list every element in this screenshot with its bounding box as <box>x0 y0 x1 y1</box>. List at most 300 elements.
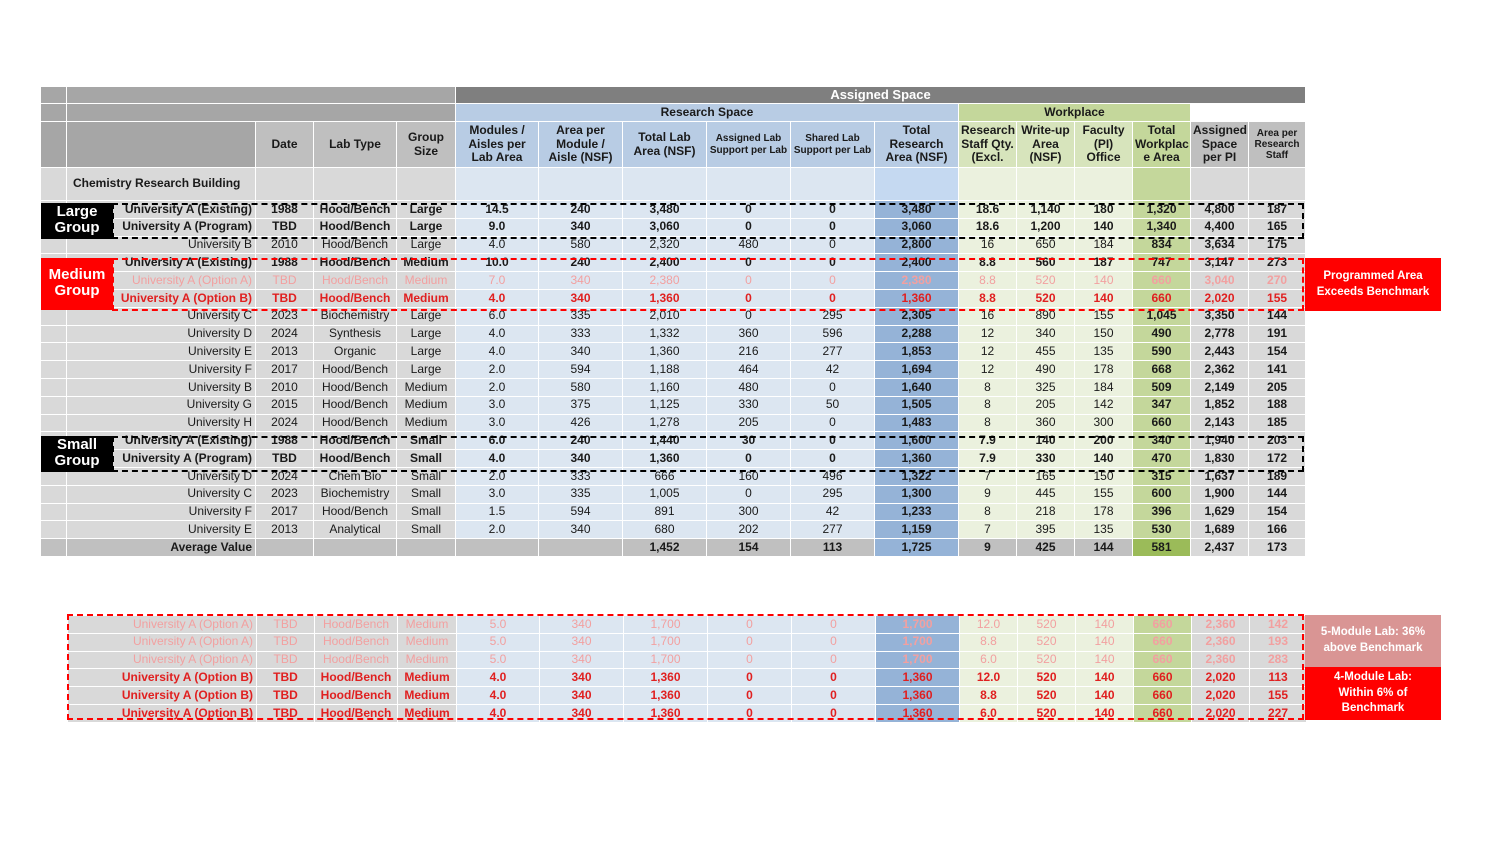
table-cell: 590 <box>1133 343 1191 361</box>
table-cell: Hood/Bench <box>314 236 397 254</box>
table-cell: 154 <box>707 539 791 557</box>
table-cell: 2.0 <box>456 467 539 485</box>
table-cell: 0 <box>708 669 792 687</box>
table-cell: 154 <box>1249 343 1306 361</box>
table-cell: Organic <box>314 343 397 361</box>
table-cell: 3,060 <box>875 218 959 236</box>
table-cell: 1,332 <box>623 325 707 343</box>
table-cell: 2024 <box>256 414 314 432</box>
institution-name: University A (Option B) <box>68 669 257 687</box>
table-row <box>41 432 1306 450</box>
table-cell: 187 <box>1075 254 1133 272</box>
table-cell: 0 <box>708 687 792 705</box>
table-cell: 4.0 <box>456 343 539 361</box>
table-cell: 4.0 <box>457 669 540 687</box>
table-cell: 2,360 <box>1192 633 1250 651</box>
column-header: Group Size <box>397 122 456 168</box>
table-cell: 155 <box>1075 307 1133 325</box>
institution-name: University D <box>67 467 256 485</box>
table-cell: 2,800 <box>875 236 959 254</box>
medium-group-label: Medium Group <box>41 258 113 310</box>
table-cell: 7 <box>959 467 1017 485</box>
table-row <box>41 378 1306 396</box>
table-cell: 6.0 <box>960 651 1018 669</box>
table-cell: 12.0 <box>960 616 1018 634</box>
table-cell: 0 <box>707 254 791 272</box>
table-cell: 8 <box>959 378 1017 396</box>
table-cell: 1,340 <box>1133 218 1191 236</box>
table-cell: 594 <box>539 361 623 379</box>
table-cell: 1,700 <box>624 616 708 634</box>
column-header: Total Research Area (NSF) <box>875 122 959 168</box>
table-cell: 333 <box>539 325 623 343</box>
table-cell: Hood/Bench <box>314 432 397 450</box>
table-cell: 480 <box>707 236 791 254</box>
table-cell: 335 <box>539 485 623 503</box>
table-cell: 7.9 <box>959 432 1017 450</box>
table-cell: 2,288 <box>875 325 959 343</box>
table-cell: 1,900 <box>1191 485 1249 503</box>
table-cell: 5.0 <box>457 651 540 669</box>
table-cell: 5.0 <box>457 633 540 651</box>
table-cell: 12 <box>959 343 1017 361</box>
table-cell: Medium <box>397 289 456 307</box>
table-cell: TBD <box>257 687 315 705</box>
institution-name: Average Value <box>67 539 256 557</box>
table-cell: 1,360 <box>876 669 960 687</box>
table-cell: 1,483 <box>875 414 959 432</box>
table-cell: 1,360 <box>623 343 707 361</box>
table-row <box>68 704 1307 722</box>
table-cell: 340 <box>540 633 624 651</box>
row-stub <box>41 378 67 396</box>
table-cell: Hood/Bench <box>314 378 397 396</box>
table-cell: 1,694 <box>875 361 959 379</box>
table-cell: TBD <box>257 704 315 722</box>
table-cell: 0 <box>791 378 875 396</box>
table-cell: 240 <box>539 432 623 450</box>
table-cell: 668 <box>1133 361 1191 379</box>
table-cell: 155 <box>1250 687 1307 705</box>
table-cell: 140 <box>1075 218 1133 236</box>
table-cell: 335 <box>539 307 623 325</box>
table-cell: 203 <box>1249 432 1306 450</box>
table-cell: 184 <box>1075 236 1133 254</box>
table-cell: 560 <box>1017 254 1075 272</box>
table-cell: 1,159 <box>875 521 959 539</box>
table-cell: 135 <box>1075 343 1133 361</box>
row-stub <box>41 325 67 343</box>
table-cell: Medium <box>397 272 456 290</box>
table-cell: 520 <box>1018 669 1076 687</box>
table-cell: 8 <box>959 414 1017 432</box>
table-cell: 1,940 <box>1191 432 1249 450</box>
table-cell: 140 <box>1075 289 1133 307</box>
table-cell: 16 <box>959 236 1017 254</box>
table-cell: 180 <box>1075 201 1133 219</box>
table-row <box>68 651 1307 669</box>
table-cell: 660 <box>1133 289 1191 307</box>
table-cell: 273 <box>1249 254 1306 272</box>
workplace-header: Workplace <box>959 104 1191 122</box>
table-cell: 1,700 <box>624 651 708 669</box>
table-cell: 9 <box>959 539 1017 557</box>
table-cell: 0 <box>791 289 875 307</box>
table-cell: Hood/Bench <box>315 633 398 651</box>
table-row <box>41 361 1306 379</box>
table-cell: Large <box>397 307 456 325</box>
table-cell: 660 <box>1133 272 1191 290</box>
table-cell: 340 <box>539 450 623 468</box>
table-cell: 520 <box>1018 687 1076 705</box>
table-row <box>41 254 1306 272</box>
table-cell: 12 <box>959 325 1017 343</box>
table-cell: 0 <box>708 633 792 651</box>
table-cell: 834 <box>1133 236 1191 254</box>
table-cell: 0 <box>791 254 875 272</box>
table-cell: 0 <box>707 272 791 290</box>
table-cell: 347 <box>1133 396 1191 414</box>
table-cell: 1,360 <box>624 687 708 705</box>
table-cell: 1,320 <box>1133 201 1191 219</box>
table-cell: TBD <box>256 450 314 468</box>
table-cell: 200 <box>1075 432 1133 450</box>
table-cell: 150 <box>1075 325 1133 343</box>
institution-name: University A (Option B) <box>68 687 257 705</box>
title-filler <box>623 168 707 201</box>
title-filler <box>1191 168 1249 201</box>
table-cell: 1,700 <box>876 651 960 669</box>
title-filler <box>875 168 959 201</box>
table-cell: 340 <box>539 272 623 290</box>
table-cell: 340 <box>539 521 623 539</box>
table-cell: Hood/Bench <box>314 272 397 290</box>
table-cell: 5.0 <box>457 616 540 634</box>
table-cell: 891 <box>623 503 707 521</box>
table-cell: 3.0 <box>456 396 539 414</box>
table-cell: 144 <box>1075 539 1133 557</box>
table-cell: 1,360 <box>623 450 707 468</box>
table-cell: 8 <box>959 396 1017 414</box>
table-cell: 1,360 <box>876 687 960 705</box>
institution-name: University H <box>67 414 256 432</box>
table-cell: 144 <box>1249 485 1306 503</box>
table-cell: 4.0 <box>457 687 540 705</box>
institution-name: University F <box>67 361 256 379</box>
table-cell: 277 <box>791 343 875 361</box>
table-cell: 2,143 <box>1191 414 1249 432</box>
table-cell: Analytical <box>314 521 397 539</box>
table-cell: 1,440 <box>623 432 707 450</box>
table-cell: 1,725 <box>875 539 959 557</box>
table-cell: 2,320 <box>623 236 707 254</box>
table-cell: Hood/Bench <box>314 361 397 379</box>
table-cell: Small <box>397 503 456 521</box>
table-cell: 140 <box>1076 669 1134 687</box>
table-cell: 188 <box>1249 396 1306 414</box>
table-cell: 333 <box>539 467 623 485</box>
table-cell: 2023 <box>256 485 314 503</box>
table-row <box>41 325 1306 343</box>
table-cell: 0 <box>707 485 791 503</box>
table-cell: 2,020 <box>1191 289 1249 307</box>
table-cell: 340 <box>540 704 624 722</box>
table-cell: 2010 <box>256 378 314 396</box>
table-cell: 142 <box>1250 616 1307 634</box>
table-cell: 165 <box>1249 218 1306 236</box>
header-blank <box>1191 104 1306 122</box>
table-cell: 0 <box>707 201 791 219</box>
table-cell: 490 <box>1017 361 1075 379</box>
assigned-space-header: Assigned Space <box>456 87 1306 104</box>
table-cell: 3,480 <box>623 201 707 219</box>
table-cell: Medium <box>398 651 457 669</box>
table-cell: 173 <box>1249 539 1306 557</box>
table-cell: 680 <box>623 521 707 539</box>
row-stub <box>41 361 67 379</box>
table-cell: 1,360 <box>876 704 960 722</box>
table-cell: 1.5 <box>456 503 539 521</box>
row-stub <box>41 343 67 361</box>
table-cell: 4.0 <box>456 325 539 343</box>
table-cell: 0 <box>791 201 875 219</box>
table-cell: 300 <box>1075 414 1133 432</box>
table-cell: 9 <box>959 485 1017 503</box>
table-cell: 3,040 <box>1191 272 1249 290</box>
table-cell: 3,350 <box>1191 307 1249 325</box>
table-row <box>41 539 1306 557</box>
table-row <box>68 633 1307 651</box>
table-cell: 3,480 <box>875 201 959 219</box>
table-cell: 425 <box>1017 539 1075 557</box>
table-cell: 141 <box>1249 361 1306 379</box>
table-cell: 2023 <box>256 307 314 325</box>
table-cell: 1988 <box>256 254 314 272</box>
institution-name: University A (Option A) <box>68 616 257 634</box>
table-cell: 2010 <box>256 236 314 254</box>
header-stub <box>41 122 67 168</box>
table-cell: 140 <box>1017 432 1075 450</box>
table-cell: 6.0 <box>456 307 539 325</box>
table-cell <box>456 539 539 557</box>
programmed-area-note: Programmed Area Exceeds Benchmark <box>1305 258 1441 311</box>
table-cell: 1,637 <box>1191 467 1249 485</box>
table-cell: 270 <box>1249 272 1306 290</box>
research-space-header: Research Space <box>456 104 959 122</box>
institution-name: University A (Option A) <box>67 272 256 290</box>
table-cell: 10.0 <box>456 254 539 272</box>
table-cell: 42 <box>791 361 875 379</box>
table-cell: 8 <box>959 503 1017 521</box>
table-cell: 2,360 <box>1192 651 1250 669</box>
table-cell: 375 <box>539 396 623 414</box>
table-cell: Hood/Bench <box>315 616 398 634</box>
options-table <box>67 615 1307 723</box>
institution-name: University G <box>67 396 256 414</box>
table-cell: 600 <box>1133 485 1191 503</box>
table-cell: 660 <box>1134 687 1192 705</box>
table-cell: 2,380 <box>623 272 707 290</box>
table-cell: Large <box>397 343 456 361</box>
table-cell: 6.0 <box>960 704 1018 722</box>
table-cell: 165 <box>1017 467 1075 485</box>
table-cell: 1,160 <box>623 378 707 396</box>
table-cell: 340 <box>1017 325 1075 343</box>
table-cell: 2,305 <box>875 307 959 325</box>
table-cell: 1,360 <box>875 289 959 307</box>
table-cell: 140 <box>1076 704 1134 722</box>
table-cell: 496 <box>791 467 875 485</box>
table-cell: 2013 <box>256 343 314 361</box>
column-header: Shared Lab Support per Lab <box>791 122 875 168</box>
table-cell: 113 <box>791 539 875 557</box>
benchmark-table <box>40 86 1306 557</box>
table-cell: 175 <box>1249 236 1306 254</box>
title-filler <box>959 168 1017 201</box>
table-row <box>41 307 1306 325</box>
table-cell: 187 <box>1249 201 1306 219</box>
table-cell: Hood/Bench <box>315 704 398 722</box>
table-cell: Hood/Bench <box>314 396 397 414</box>
table-cell: 205 <box>1017 396 1075 414</box>
table-cell: 0 <box>707 450 791 468</box>
institution-name: University C <box>67 485 256 503</box>
table-cell: 142 <box>1075 396 1133 414</box>
table-cell: Medium <box>397 414 456 432</box>
institution-name: University E <box>67 343 256 361</box>
header-blank <box>67 87 456 104</box>
table-cell: 140 <box>1075 272 1133 290</box>
table-cell: 594 <box>539 503 623 521</box>
table-cell: 0 <box>708 704 792 722</box>
row-stub <box>41 414 67 432</box>
institution-name: University F <box>67 503 256 521</box>
table-cell: 490 <box>1133 325 1191 343</box>
title-filler <box>1017 168 1075 201</box>
table-cell: 218 <box>1017 503 1075 521</box>
table-cell: Synthesis <box>314 325 397 343</box>
column-header: Assigned Lab Support per Lab <box>707 122 791 168</box>
title-filler <box>256 168 314 201</box>
table-cell: Medium <box>397 396 456 414</box>
table-cell: 0 <box>792 616 876 634</box>
table-cell: 1,125 <box>623 396 707 414</box>
table-cell: 1,452 <box>623 539 707 557</box>
table-cell: 2,362 <box>1191 361 1249 379</box>
title-filler <box>539 168 623 201</box>
table-cell: 520 <box>1017 272 1075 290</box>
title-filler <box>456 168 539 201</box>
table-cell: 18.6 <box>959 201 1017 219</box>
table-cell: 1988 <box>256 201 314 219</box>
table-cell: 464 <box>707 361 791 379</box>
table-cell: 0 <box>791 432 875 450</box>
table-cell: 1,360 <box>624 669 708 687</box>
table-cell: 0 <box>708 651 792 669</box>
title-filler <box>314 168 397 201</box>
table-cell: 0 <box>792 651 876 669</box>
institution-name: University E <box>67 521 256 539</box>
table-cell: 2,400 <box>875 254 959 272</box>
table-cell: 890 <box>1017 307 1075 325</box>
table-cell: 155 <box>1249 289 1306 307</box>
table-cell: Large <box>397 325 456 343</box>
table-cell: 0 <box>791 218 875 236</box>
table-cell: 2,360 <box>1192 616 1250 634</box>
table-cell: 2,010 <box>623 307 707 325</box>
table-cell: 0 <box>791 450 875 468</box>
table-cell: 1,140 <box>1017 201 1075 219</box>
table-cell: 0 <box>791 236 875 254</box>
row-stub <box>41 503 67 521</box>
table-cell: Medium <box>398 687 457 705</box>
column-header: Modules / Aisles per Lab Area <box>456 122 539 168</box>
header-blank <box>67 122 256 168</box>
table-cell: 3.0 <box>456 485 539 503</box>
institution-name: University A (Option A) <box>68 651 257 669</box>
table-cell: 470 <box>1133 450 1191 468</box>
table-cell: 2017 <box>256 503 314 521</box>
table-cell: Hood/Bench <box>314 201 397 219</box>
table-cell: 7.0 <box>456 272 539 290</box>
table-cell: 140 <box>1076 651 1134 669</box>
table-cell: 140 <box>1076 687 1134 705</box>
table-cell: 12.0 <box>960 669 1018 687</box>
table-cell: 8.8 <box>959 289 1017 307</box>
table-cell: 14.5 <box>456 201 539 219</box>
table-cell: Large <box>397 361 456 379</box>
table-cell: 295 <box>791 485 875 503</box>
table-cell: 0 <box>792 704 876 722</box>
table-cell: 360 <box>707 325 791 343</box>
title-filler <box>397 168 456 201</box>
table-cell: 1,045 <box>1133 307 1191 325</box>
table-row <box>68 616 1307 634</box>
table-cell: 113 <box>1250 669 1307 687</box>
table-cell: Medium <box>398 704 457 722</box>
table-cell: 3,634 <box>1191 236 1249 254</box>
table-row <box>41 218 1306 236</box>
institution-name: University D <box>67 325 256 343</box>
table-row <box>41 396 1306 414</box>
table-cell: 42 <box>791 503 875 521</box>
table-cell: Hood/Bench <box>315 687 398 705</box>
column-header: Date <box>256 122 314 168</box>
table-cell: 2,443 <box>1191 343 1249 361</box>
table-cell: 3,147 <box>1191 254 1249 272</box>
table-cell: 1,360 <box>875 450 959 468</box>
table-cell: 2,400 <box>623 254 707 272</box>
table-cell: 520 <box>1017 289 1075 307</box>
table-cell: 4,400 <box>1191 218 1249 236</box>
table-row <box>41 485 1306 503</box>
table-row <box>41 414 1306 432</box>
table-cell: 2.0 <box>456 361 539 379</box>
table-cell: 2,020 <box>1192 687 1250 705</box>
table-cell: 140 <box>1076 616 1134 634</box>
table-cell: 1988 <box>256 432 314 450</box>
table-cell: 0 <box>792 687 876 705</box>
institution-name: University A (Option A) <box>68 633 257 651</box>
table-cell: 1,700 <box>876 633 960 651</box>
table-cell: 144 <box>1249 307 1306 325</box>
table-cell: 4.0 <box>456 450 539 468</box>
table-cell: 1,233 <box>875 503 959 521</box>
table-cell: 4.0 <box>456 289 539 307</box>
table-cell: TBD <box>256 272 314 290</box>
institution-name: University A (Existing) <box>67 201 256 219</box>
table-cell: Small <box>397 432 456 450</box>
